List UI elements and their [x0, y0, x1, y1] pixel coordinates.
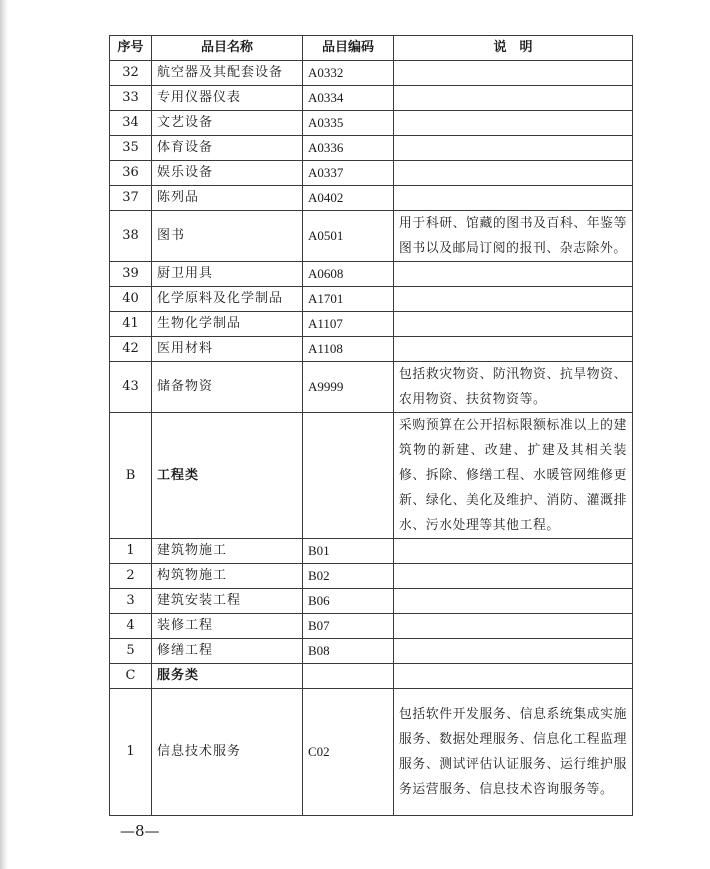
cell-seq: 1	[110, 689, 152, 816]
cell-desc	[394, 362, 633, 413]
cell-desc	[394, 61, 633, 86]
cell-name: 建筑物施工	[152, 539, 303, 564]
cell-name: 信息技术服务	[152, 689, 303, 816]
table-row	[110, 211, 633, 262]
table-row	[110, 362, 633, 413]
cell-desc	[394, 136, 633, 161]
scan-edge-shadow	[0, 0, 8, 869]
cell-code: A1108	[303, 337, 394, 362]
cell-name: 文艺设备	[152, 111, 303, 136]
category-row-c	[110, 664, 633, 689]
cell-code: B06	[303, 589, 394, 614]
cell-seq: 41	[110, 312, 152, 337]
cell-desc	[394, 589, 633, 614]
cell-code: A1107	[303, 312, 394, 337]
cell-desc	[394, 689, 633, 816]
cell-seq: 2	[110, 564, 152, 589]
cell-desc-text: 包括软件开发服务、信息系统集成实施服务、数据处理服务、信息化工程监理服务、测试评估认证服务、运行维护服务运营服务、信息技术咨询服务等。	[399, 707, 627, 797]
cell-name: 体育设备	[152, 136, 303, 161]
table-row	[110, 312, 633, 337]
cell-name: 医用材料	[152, 337, 303, 362]
cell-seq: 4	[110, 614, 152, 639]
table-row	[110, 539, 633, 564]
cell-category-name: 工程类	[152, 413, 303, 539]
cell-desc	[394, 564, 633, 589]
cell-seq: C	[110, 664, 152, 689]
cell-seq: 40	[110, 287, 152, 312]
cell-code: B02	[303, 564, 394, 589]
cell-code: A9999	[303, 362, 394, 413]
header-seq: 序号	[110, 36, 152, 61]
header-name: 品目名称	[152, 36, 303, 61]
table-row	[110, 639, 633, 664]
cell-desc-text: 采购预算在公开招标限额标准以上的建筑物的新建、改建、扩建及其相关装修、拆除、修缮工程、水暖管网维修更新、绿化、美化及维护、消防、灌溉排水、污水处理等其他工程。	[399, 418, 627, 533]
cell-category-name: 服务类	[152, 664, 303, 689]
cell-seq: 42	[110, 337, 152, 362]
table-row	[110, 589, 633, 614]
cell-code	[303, 664, 394, 689]
cell-code: A0608	[303, 262, 394, 287]
cell-code: B07	[303, 614, 394, 639]
cell-name: 专用仪器仪表	[152, 86, 303, 111]
cell-code: A0501	[303, 211, 394, 262]
cell-name: 储备物资	[152, 362, 303, 413]
page-number: —8—	[120, 822, 160, 840]
table-row	[110, 111, 633, 136]
cell-desc	[394, 211, 633, 262]
cell-name: 陈列品	[152, 186, 303, 211]
cell-code: B01	[303, 539, 394, 564]
cell-code: A0402	[303, 186, 394, 211]
cell-seq: 35	[110, 136, 152, 161]
cell-seq: B	[110, 413, 152, 539]
cell-name: 航空器及其配套设备	[152, 61, 303, 86]
table-row	[110, 287, 633, 312]
table-row	[110, 614, 633, 639]
cell-seq: 33	[110, 86, 152, 111]
cell-name: 生物化学制品	[152, 312, 303, 337]
cell-desc-text: 用于科研、馆藏的图书及百科、年鉴等图书以及邮局订阅的报刊、杂志除外。	[399, 216, 627, 256]
cell-desc	[394, 337, 633, 362]
cell-code	[303, 413, 394, 539]
table-row	[110, 136, 633, 161]
procurement-catalog-table	[109, 35, 633, 816]
table-row	[110, 689, 633, 816]
cell-desc	[394, 186, 633, 211]
cell-desc	[394, 614, 633, 639]
table-row	[110, 186, 633, 211]
cell-desc-text: 包括救灾物资、防汛物资、抗旱物资、农用物资、扶贫物资等。	[399, 367, 627, 407]
cell-desc	[394, 639, 633, 664]
cell-desc	[394, 161, 633, 186]
cell-code: A0335	[303, 111, 394, 136]
cell-seq: 1	[110, 539, 152, 564]
cell-seq: 38	[110, 211, 152, 262]
cell-code: A0334	[303, 86, 394, 111]
cell-name: 构筑物施工	[152, 564, 303, 589]
table-header-row	[110, 36, 633, 61]
cell-seq: 37	[110, 186, 152, 211]
cell-name: 图书	[152, 211, 303, 262]
cell-code: A0336	[303, 136, 394, 161]
category-row-b	[110, 413, 633, 539]
cell-seq: 32	[110, 61, 152, 86]
cell-seq: 3	[110, 589, 152, 614]
cell-code: A0337	[303, 161, 394, 186]
cell-desc	[394, 664, 633, 689]
cell-name: 厨卫用具	[152, 262, 303, 287]
cell-seq: 5	[110, 639, 152, 664]
cell-code: B08	[303, 639, 394, 664]
cell-seq: 36	[110, 161, 152, 186]
cell-name: 修缮工程	[152, 639, 303, 664]
cell-desc	[394, 413, 633, 539]
cell-seq: 34	[110, 111, 152, 136]
cell-desc	[394, 312, 633, 337]
table-row	[110, 161, 633, 186]
table-row	[110, 262, 633, 287]
header-code: 品目编码	[303, 36, 394, 61]
cell-name: 装修工程	[152, 614, 303, 639]
cell-desc	[394, 539, 633, 564]
header-desc: 说 明	[394, 36, 633, 61]
cell-name: 建筑安装工程	[152, 589, 303, 614]
table-row	[110, 86, 633, 111]
table-row	[110, 337, 633, 362]
cell-desc	[394, 287, 633, 312]
cell-code: C02	[303, 689, 394, 816]
cell-name: 娱乐设备	[152, 161, 303, 186]
table-row	[110, 564, 633, 589]
cell-code: A0332	[303, 61, 394, 86]
cell-seq: 43	[110, 362, 152, 413]
cell-desc	[394, 111, 633, 136]
table-row	[110, 61, 633, 86]
cell-desc	[394, 262, 633, 287]
cell-seq: 39	[110, 262, 152, 287]
cell-code: A1701	[303, 287, 394, 312]
cell-desc	[394, 86, 633, 111]
cell-name: 化学原料及化学制品	[152, 287, 303, 312]
